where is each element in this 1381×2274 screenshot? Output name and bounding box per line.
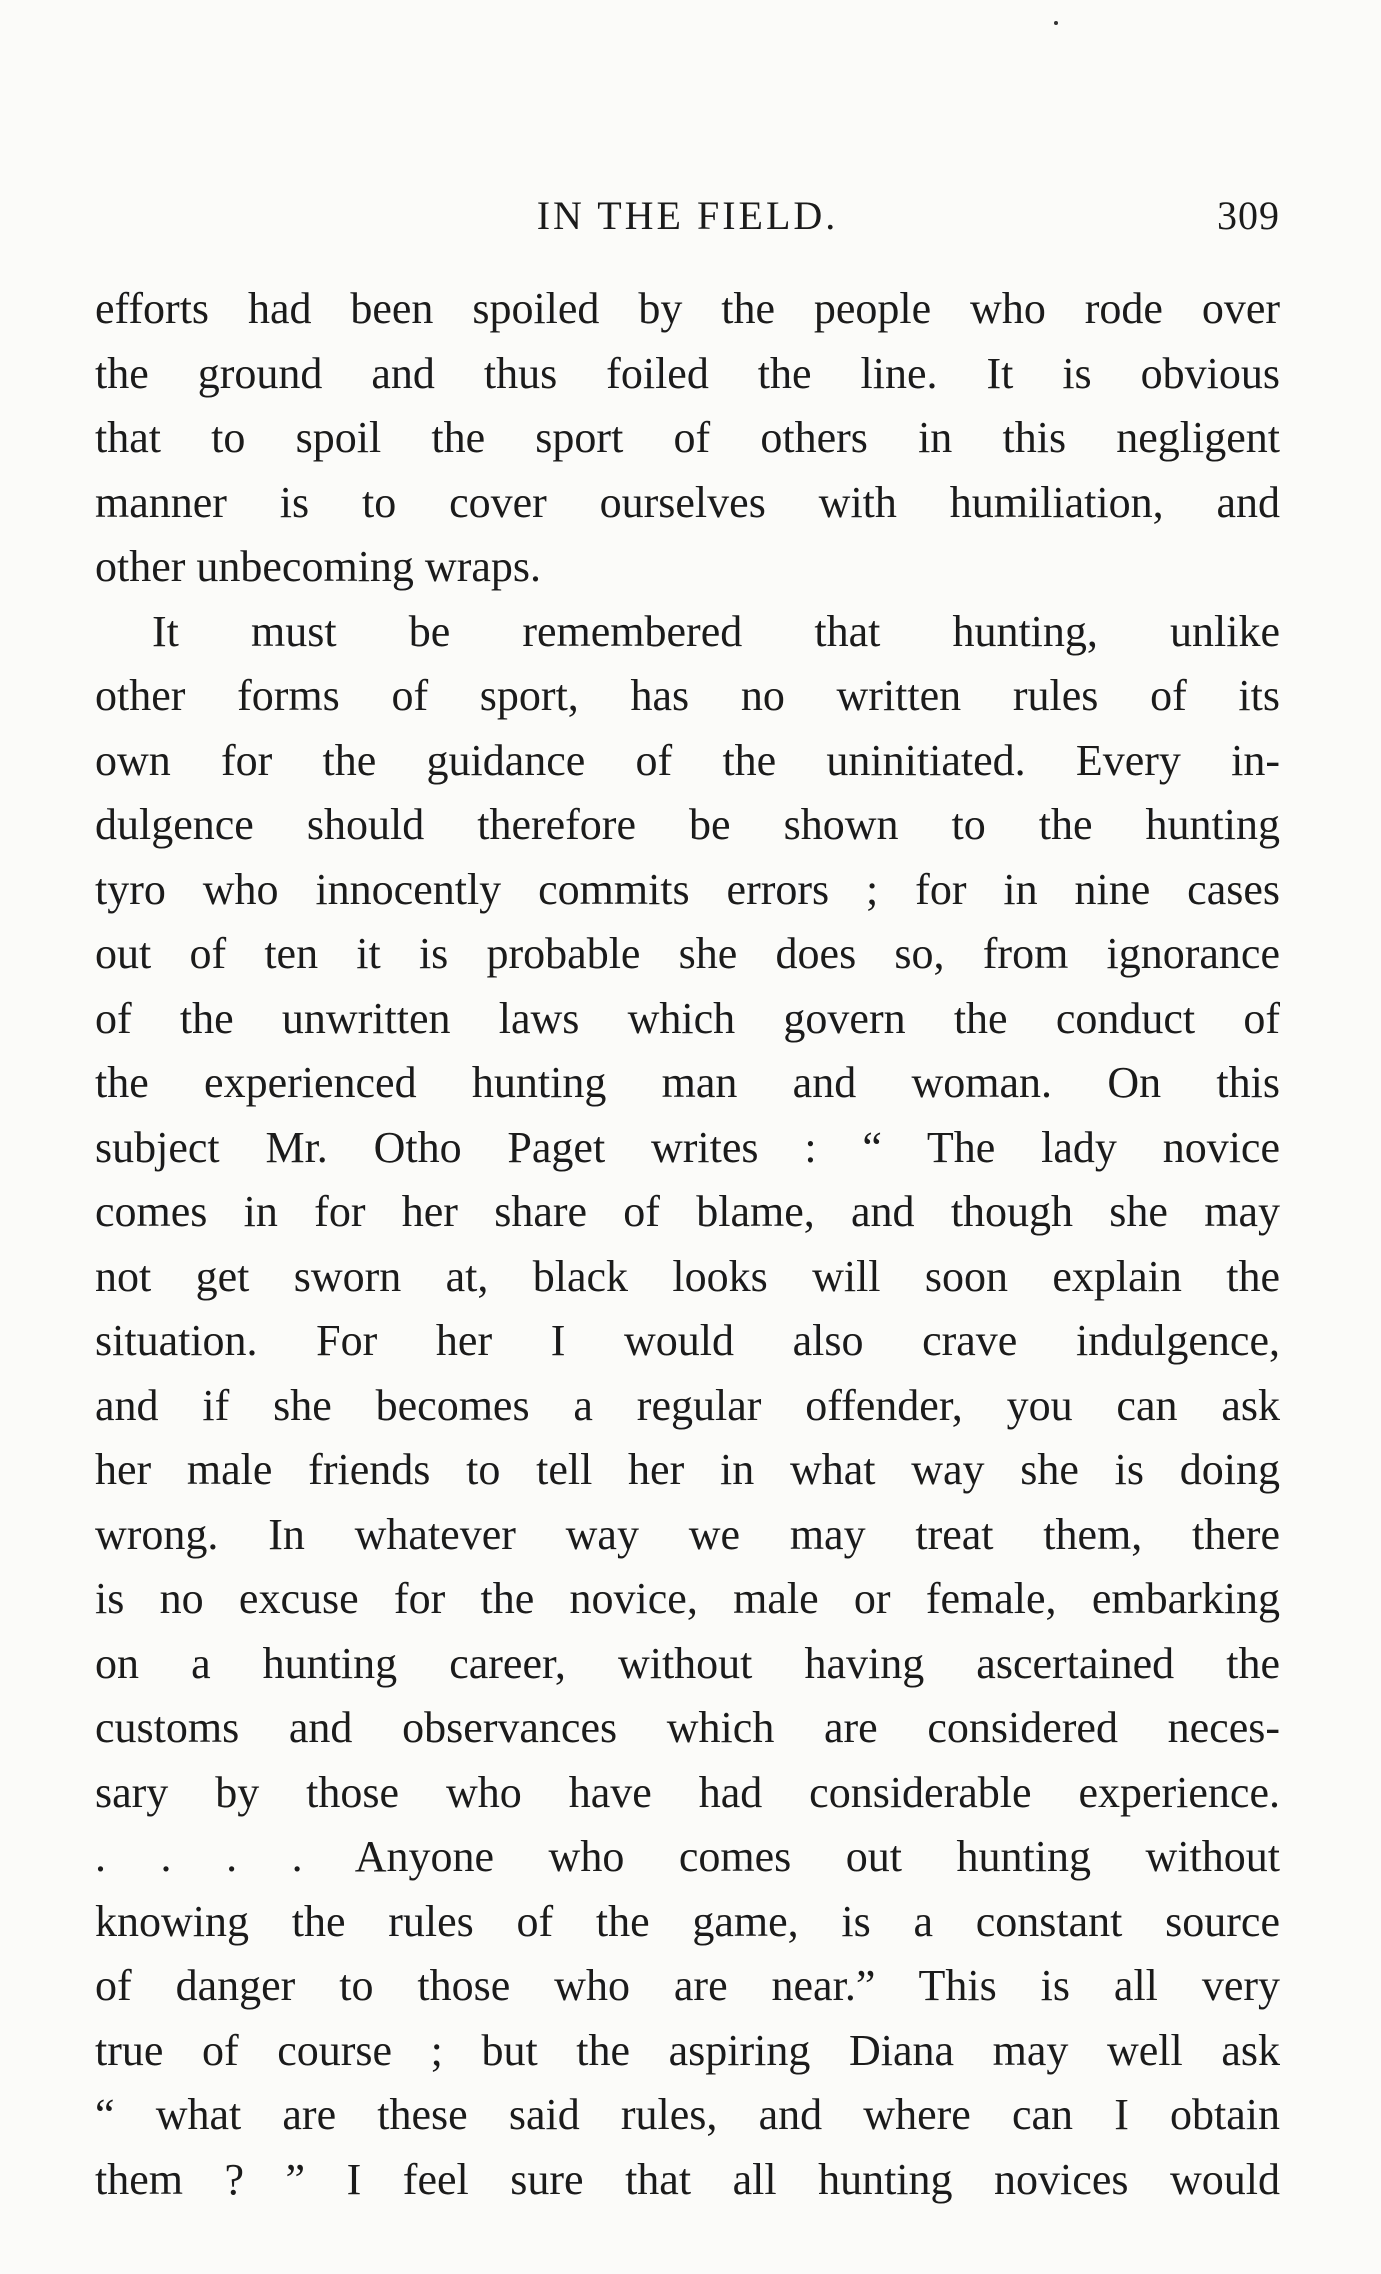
page-number: 309	[1217, 193, 1280, 238]
text-line: is no excuse for the novice, male or female, embarking	[95, 1574, 1280, 1623]
body-text	[95, 277, 1280, 2212]
text-line: comes in for her share of blame, and though she may	[95, 1187, 1280, 1236]
text-line: . . . . Anyone who comes out hunting without	[95, 1832, 1280, 1881]
running-head: IN THE FIELD.	[536, 193, 839, 238]
paragraph-start-line: It must be remembered that hunting, unlike	[152, 606, 1280, 656]
text-line: on a hunting career, without having ascertained the	[95, 1638, 1280, 1688]
text-line: out of ten it is probable she does so, from ignorance	[95, 929, 1280, 978]
text-line: own for the guidance of the uninitiated. Every in-	[95, 735, 1280, 785]
text-line: not get sworn at, black looks will soon explain the	[95, 1251, 1280, 1301]
text-line: manner is to cover ourselves with humiliation, and	[95, 477, 1280, 527]
page-header	[95, 186, 1280, 246]
text-line: other forms of sport, has no written rules of its	[95, 671, 1280, 720]
text-line: efforts had been spoiled by the people who rode over	[95, 284, 1280, 333]
text-line: customs and observances which are considered neces-	[95, 1703, 1280, 1752]
text-line: that to spoil the sport of others in this negligent	[95, 413, 1280, 462]
text-line: the ground and thus foiled the line. It is obvious	[95, 348, 1280, 398]
text-line: situation. For her I would also crave indulgence,	[95, 1316, 1280, 1365]
text-line: of the unwritten laws which govern the conduct of	[95, 993, 1280, 1043]
text-line: true of course ; but the aspiring Diana may well ask	[95, 2025, 1280, 2075]
text-line: and if she becomes a regular offender, you can ask	[95, 1380, 1280, 1430]
ink-speck	[1054, 21, 1058, 25]
text-line: subject Mr. Otho Paget writes : “ The lady novice	[95, 1122, 1280, 1172]
paragraph-end-line: other unbecoming wraps.	[95, 542, 541, 591]
text-line: wrong. In whatever way we may treat them, there	[95, 1509, 1280, 1559]
text-line: of danger to those who are near.” This is all very	[95, 1961, 1280, 2010]
text-line: her male friends to tell her in what way she is doing	[95, 1445, 1280, 1494]
text-line: them ? ” I feel sure that all hunting novices would	[95, 2154, 1280, 2204]
text-line: tyro who innocently commits errors ; for in nine cases	[95, 864, 1280, 914]
text-line: the experienced hunting man and woman. On this	[95, 1058, 1280, 1107]
text-line: knowing the rules of the game, is a constant source	[95, 1896, 1280, 1946]
text-line: “ what are these said rules, and where can I obtain	[95, 2090, 1280, 2139]
text-line: dulgence should therefore be shown to the hunting	[95, 800, 1280, 849]
text-line: sary by those who have had considerable experience.	[95, 1767, 1280, 1817]
